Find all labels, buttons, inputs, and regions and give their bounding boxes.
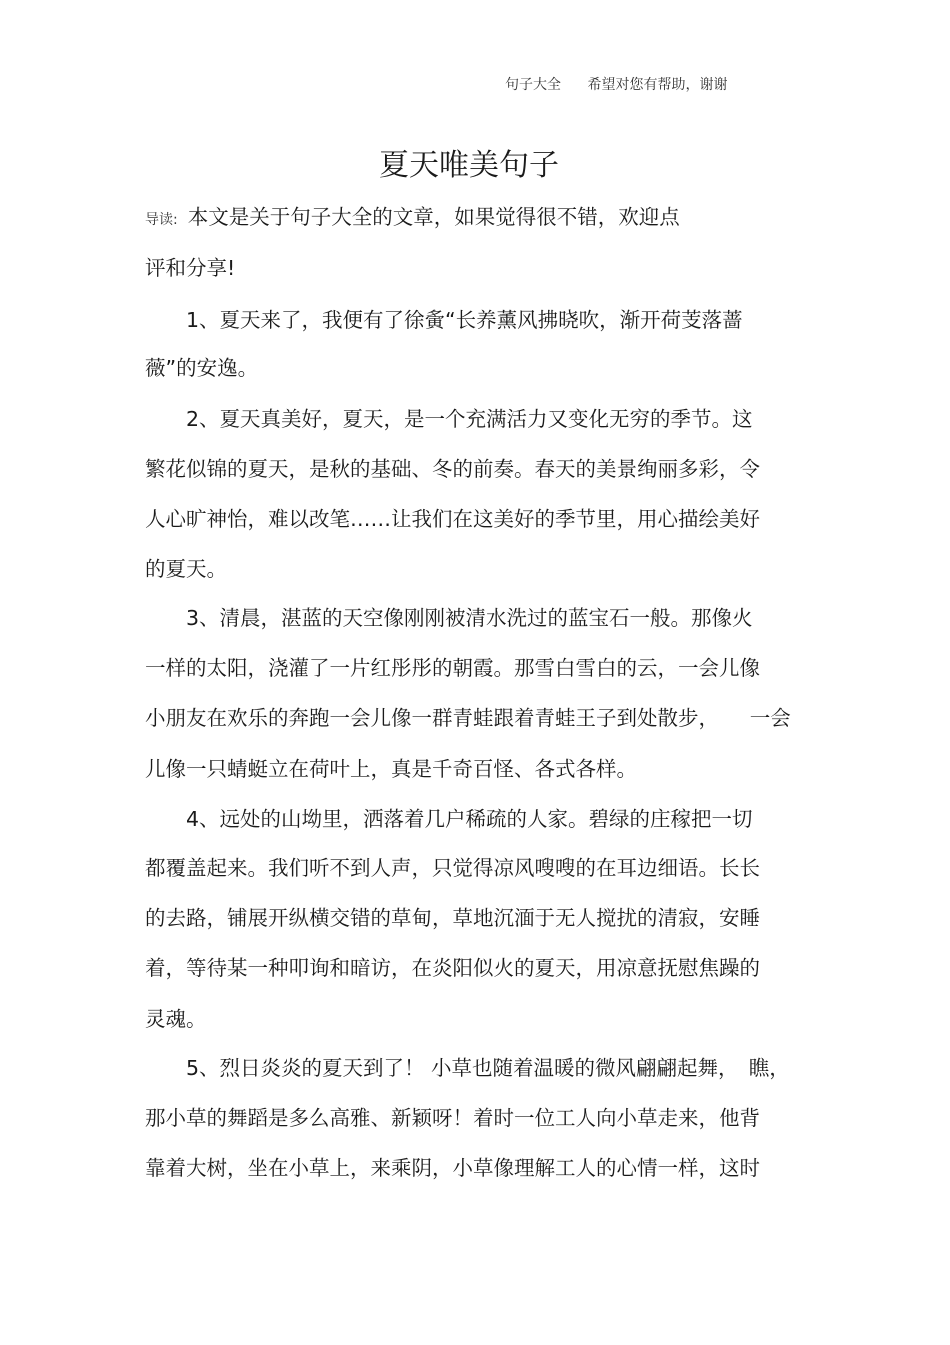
paragraph-line: 繁花似锦的夏天，是秋的基础、冬的前奏。春天的美景绚丽多彩，令 <box>145 457 760 481</box>
page-header <box>505 74 727 94</box>
paragraph-line: 的夏天。 <box>145 557 227 581</box>
paragraph-line: 着，等待某一种叩询和暗访，在炎阳似火的夏天，用凉意抚慰焦躁的 <box>145 956 760 980</box>
paragraph-line: 4、远处的山坳里，洒落着几户稀疏的人家。碧绿的庄稼把一切 <box>186 807 753 831</box>
paragraph-line: 小朋友在欢乐的奔跑一会儿像一群青蛙跟着青蛙王子到处散步， 一会 <box>145 706 791 730</box>
paragraph-line: 的去路，铺展开纵横交错的草甸，草地沉湎于无人搅扰的清寂，安睡 <box>145 906 760 930</box>
paragraph-line: 靠着大树，坐在小草上，来乘阴，小草像理解工人的心情一样，这时 <box>145 1156 760 1180</box>
paragraph-line: 3、清晨，湛蓝的天空像刚刚被清水洗过的蓝宝石一般。那像火 <box>186 606 753 630</box>
paragraph-line: 那小草的舞蹈是多么高雅、新颖呀！着时一位工人向小草走来，他背 <box>145 1106 760 1130</box>
intro-line: 评和分享! <box>145 256 236 280</box>
paragraph-line: 儿像一只蜻蜓立在荷叶上，真是千奇百怪、各式各样。 <box>145 757 637 781</box>
paragraph-line: 5、烈日炎炎的夏天到了！ 小草也随着温暖的微风翩翩起舞， 瞧， <box>186 1056 790 1080</box>
intro-text: 本文是关于句子大全的文章，如果觉得很不错，欢迎点 <box>187 205 680 229</box>
header-slogan: 希望对您有帮助，谢谢 <box>587 77 728 93</box>
paragraph-line: 1、夏天来了，我便有了徐夤“长养薰风拂晓吹，渐开荷芰落蔷 <box>186 308 743 332</box>
paragraph-line: 灵魂。 <box>145 1007 207 1031</box>
paragraph-line: 2、夏天真美好，夏天，是一个充满活力又变化无穷的季节。这 <box>186 407 753 431</box>
header-site-name: 句子大全 <box>505 77 561 93</box>
paragraph-line: 一样的太阳，浇灌了一片红彤彤的朝霞。那雪白雪白的云，一会儿像 <box>145 656 760 680</box>
paragraph-line: 都覆盖起来。我们听不到人声，只觉得凉风嗖嗖的在耳边细语。长长 <box>145 856 760 880</box>
paragraph-line: 薇”的安逸。 <box>145 356 259 380</box>
paragraph-line: 人心旷神怡，难以改笔……让我们在这美好的季节里，用心描绘美好 <box>145 507 760 531</box>
intro-line <box>145 202 680 232</box>
intro-label: 导读: <box>145 212 178 228</box>
page-title: 夏天唯美句子 <box>379 148 559 183</box>
